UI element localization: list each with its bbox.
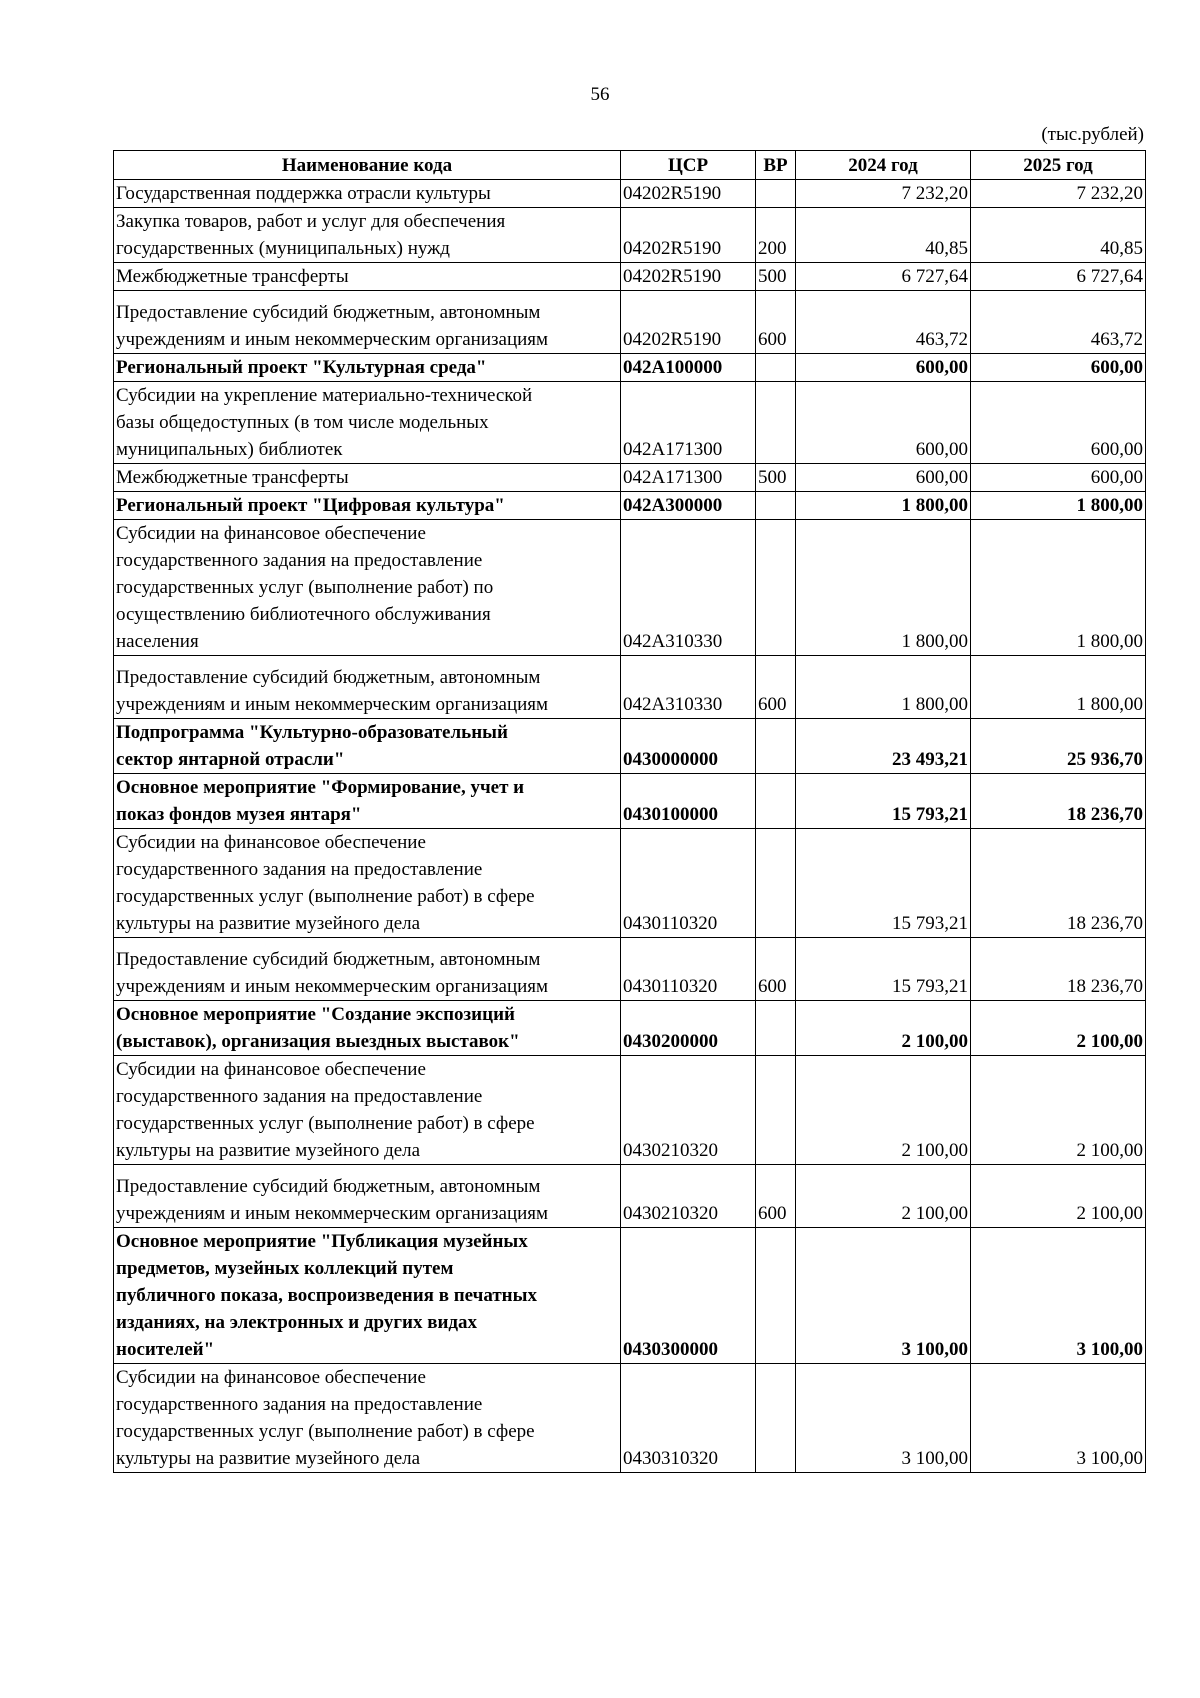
row-name-cell: Предоставление субсидий бюджетным, автономным учреждениям и иным некоммерческим организациям	[114, 1165, 621, 1228]
table-row	[114, 656, 1146, 719]
row-csr-cell: 04202R5190	[621, 180, 756, 208]
row-2025-cell: 40,85	[971, 208, 1146, 263]
header-2025: 2025 год	[971, 151, 1146, 180]
row-2024-cell: 600,00	[796, 464, 971, 492]
row-vr-cell: 500	[756, 263, 796, 291]
row-2024-cell: 600,00	[796, 354, 971, 382]
row-2025-cell: 18 236,70	[971, 829, 1146, 938]
row-2024-cell: 15 793,21	[796, 774, 971, 829]
row-vr-cell	[756, 829, 796, 938]
row-csr-cell: 0430100000	[621, 774, 756, 829]
table-row	[114, 1364, 1146, 1473]
row-2024-cell: 6 727,64	[796, 263, 971, 291]
row-2024-cell: 15 793,21	[796, 829, 971, 938]
row-name-cell: Предоставление субсидий бюджетным, автономным учреждениям и иным некоммерческим организациям	[114, 938, 621, 1001]
row-name-cell: Субсидии на финансовое обеспечение государственного задания на предоставление государственных услуг (выполнение работ) в сфере культуры на развитие музейного дела	[114, 1364, 621, 1473]
row-2024-cell: 2 100,00	[796, 1165, 971, 1228]
row-vr-cell: 200	[756, 208, 796, 263]
row-2025-cell: 2 100,00	[971, 1056, 1146, 1165]
table-row	[114, 263, 1146, 291]
table-row	[114, 1228, 1146, 1364]
row-name-cell: Предоставление субсидий бюджетным, автономным учреждениям и иным некоммерческим организациям	[114, 656, 621, 719]
row-name-cell: Основное мероприятие "Создание экспозиций (выставок), организация выездных выставок"	[114, 1001, 621, 1056]
row-vr-cell	[756, 1364, 796, 1473]
row-csr-cell: 042A171300	[621, 464, 756, 492]
table-row	[114, 492, 1146, 520]
row-name-cell: Подпрограмма "Культурно-образовательный сектор янтарной отрасли"	[114, 719, 621, 774]
row-2024-cell: 463,72	[796, 291, 971, 354]
row-vr-cell: 600	[756, 656, 796, 719]
row-2025-cell: 1 800,00	[971, 656, 1146, 719]
row-csr-cell: 0430210320	[621, 1056, 756, 1165]
row-vr-cell	[756, 774, 796, 829]
table-row	[114, 829, 1146, 938]
row-name-cell: Государственная поддержка отрасли культуры	[114, 180, 621, 208]
row-vr-cell	[756, 1001, 796, 1056]
row-csr-cell: 042A300000	[621, 492, 756, 520]
row-2025-cell: 600,00	[971, 464, 1146, 492]
row-csr-cell: 0430000000	[621, 719, 756, 774]
row-2025-cell: 600,00	[971, 382, 1146, 464]
row-2025-cell: 1 800,00	[971, 492, 1146, 520]
row-vr-cell	[756, 1228, 796, 1364]
row-2024-cell: 2 100,00	[796, 1001, 971, 1056]
row-2024-cell: 2 100,00	[796, 1056, 971, 1165]
row-2024-cell: 3 100,00	[796, 1364, 971, 1473]
row-csr-cell: 04202R5190	[621, 263, 756, 291]
budget-table	[113, 150, 1146, 1473]
table-row	[114, 774, 1146, 829]
row-2024-cell: 15 793,21	[796, 938, 971, 1001]
table-row	[114, 180, 1146, 208]
row-name-cell: Межбюджетные трансферты	[114, 263, 621, 291]
table-row	[114, 354, 1146, 382]
row-name-cell: Субсидии на финансовое обеспечение государственного задания на предоставление государственных услуг (выполнение работ) в сфере культуры на развитие музейного дела	[114, 829, 621, 938]
row-name-cell: Региональный проект "Культурная среда"	[114, 354, 621, 382]
header-name: Наименование кода	[114, 151, 621, 180]
row-2024-cell: 3 100,00	[796, 1228, 971, 1364]
row-2025-cell: 3 100,00	[971, 1228, 1146, 1364]
row-2024-cell: 1 800,00	[796, 520, 971, 656]
table-row	[114, 208, 1146, 263]
row-csr-cell: 042A100000	[621, 354, 756, 382]
row-name-cell: Региональный проект "Цифровая культура"	[114, 492, 621, 520]
row-2025-cell: 3 100,00	[971, 1364, 1146, 1473]
row-name-cell: Субсидии на укрепление материально-технической базы общедоступных (в том числе модельных муниципальных) библиотек	[114, 382, 621, 464]
row-2025-cell: 2 100,00	[971, 1165, 1146, 1228]
row-name-cell: Субсидии на финансовое обеспечение государственного задания на предоставление государственных услуг (выполнение работ) в сфере культуры на развитие музейного дела	[114, 1056, 621, 1165]
table-row	[114, 464, 1146, 492]
row-name-cell: Основное мероприятие "Публикация музейных предметов, музейных коллекций путем публичного показа, воспроизведения в печатных изданиях, на электронных и других видах носителей"	[114, 1228, 621, 1364]
row-2025-cell: 6 727,64	[971, 263, 1146, 291]
row-name-cell: Основное мероприятие "Формирование, учет и показ фондов музея янтаря"	[114, 774, 621, 829]
table-row	[114, 1001, 1146, 1056]
row-name-cell: Субсидии на финансовое обеспечение государственного задания на предоставление государственных услуг (выполнение работ) по осуществлению библиотечного обслуживания населения	[114, 520, 621, 656]
units-label: (тыс.рублей)	[1041, 124, 1144, 145]
table-row	[114, 382, 1146, 464]
row-vr-cell	[756, 354, 796, 382]
row-2024-cell: 1 800,00	[796, 492, 971, 520]
table-body	[114, 180, 1146, 1473]
row-vr-cell: 600	[756, 1165, 796, 1228]
row-vr-cell: 600	[756, 938, 796, 1001]
row-2025-cell: 1 800,00	[971, 520, 1146, 656]
row-name-cell: Межбюджетные трансферты	[114, 464, 621, 492]
row-csr-cell: 042A310330	[621, 656, 756, 719]
row-csr-cell: 04202R5190	[621, 208, 756, 263]
table-header-row	[114, 151, 1146, 180]
header-vr: ВР	[756, 151, 796, 180]
table-row	[114, 520, 1146, 656]
table-row	[114, 1165, 1146, 1228]
row-csr-cell: 0430200000	[621, 1001, 756, 1056]
table-row	[114, 719, 1146, 774]
row-2025-cell: 2 100,00	[971, 1001, 1146, 1056]
row-2024-cell: 40,85	[796, 208, 971, 263]
row-vr-cell	[756, 382, 796, 464]
row-csr-cell: 042A310330	[621, 520, 756, 656]
row-vr-cell	[756, 180, 796, 208]
row-name-cell: Закупка товаров, работ и услуг для обеспечения государственных (муниципальных) нужд	[114, 208, 621, 263]
row-csr-cell: 0430110320	[621, 829, 756, 938]
row-2024-cell: 7 232,20	[796, 180, 971, 208]
row-csr-cell: 0430210320	[621, 1165, 756, 1228]
row-2025-cell: 18 236,70	[971, 938, 1146, 1001]
row-csr-cell: 04202R5190	[621, 291, 756, 354]
table-row	[114, 1056, 1146, 1165]
row-vr-cell	[756, 492, 796, 520]
row-vr-cell	[756, 520, 796, 656]
row-csr-cell: 0430110320	[621, 938, 756, 1001]
row-vr-cell: 500	[756, 464, 796, 492]
row-2025-cell: 463,72	[971, 291, 1146, 354]
row-2025-cell: 7 232,20	[971, 180, 1146, 208]
row-2025-cell: 18 236,70	[971, 774, 1146, 829]
row-vr-cell	[756, 719, 796, 774]
header-2024: 2024 год	[796, 151, 971, 180]
row-2024-cell: 23 493,21	[796, 719, 971, 774]
row-2024-cell: 600,00	[796, 382, 971, 464]
header-csr: ЦСР	[621, 151, 756, 180]
row-csr-cell: 042A171300	[621, 382, 756, 464]
row-csr-cell: 0430310320	[621, 1364, 756, 1473]
row-2024-cell: 1 800,00	[796, 656, 971, 719]
row-vr-cell	[756, 1056, 796, 1165]
table-row	[114, 291, 1146, 354]
row-csr-cell: 0430300000	[621, 1228, 756, 1364]
row-vr-cell: 600	[756, 291, 796, 354]
row-2025-cell: 25 936,70	[971, 719, 1146, 774]
row-name-cell: Предоставление субсидий бюджетным, автономным учреждениям и иным некоммерческим организациям	[114, 291, 621, 354]
page-number: 56	[590, 84, 610, 105]
table-row	[114, 938, 1146, 1001]
row-2025-cell: 600,00	[971, 354, 1146, 382]
